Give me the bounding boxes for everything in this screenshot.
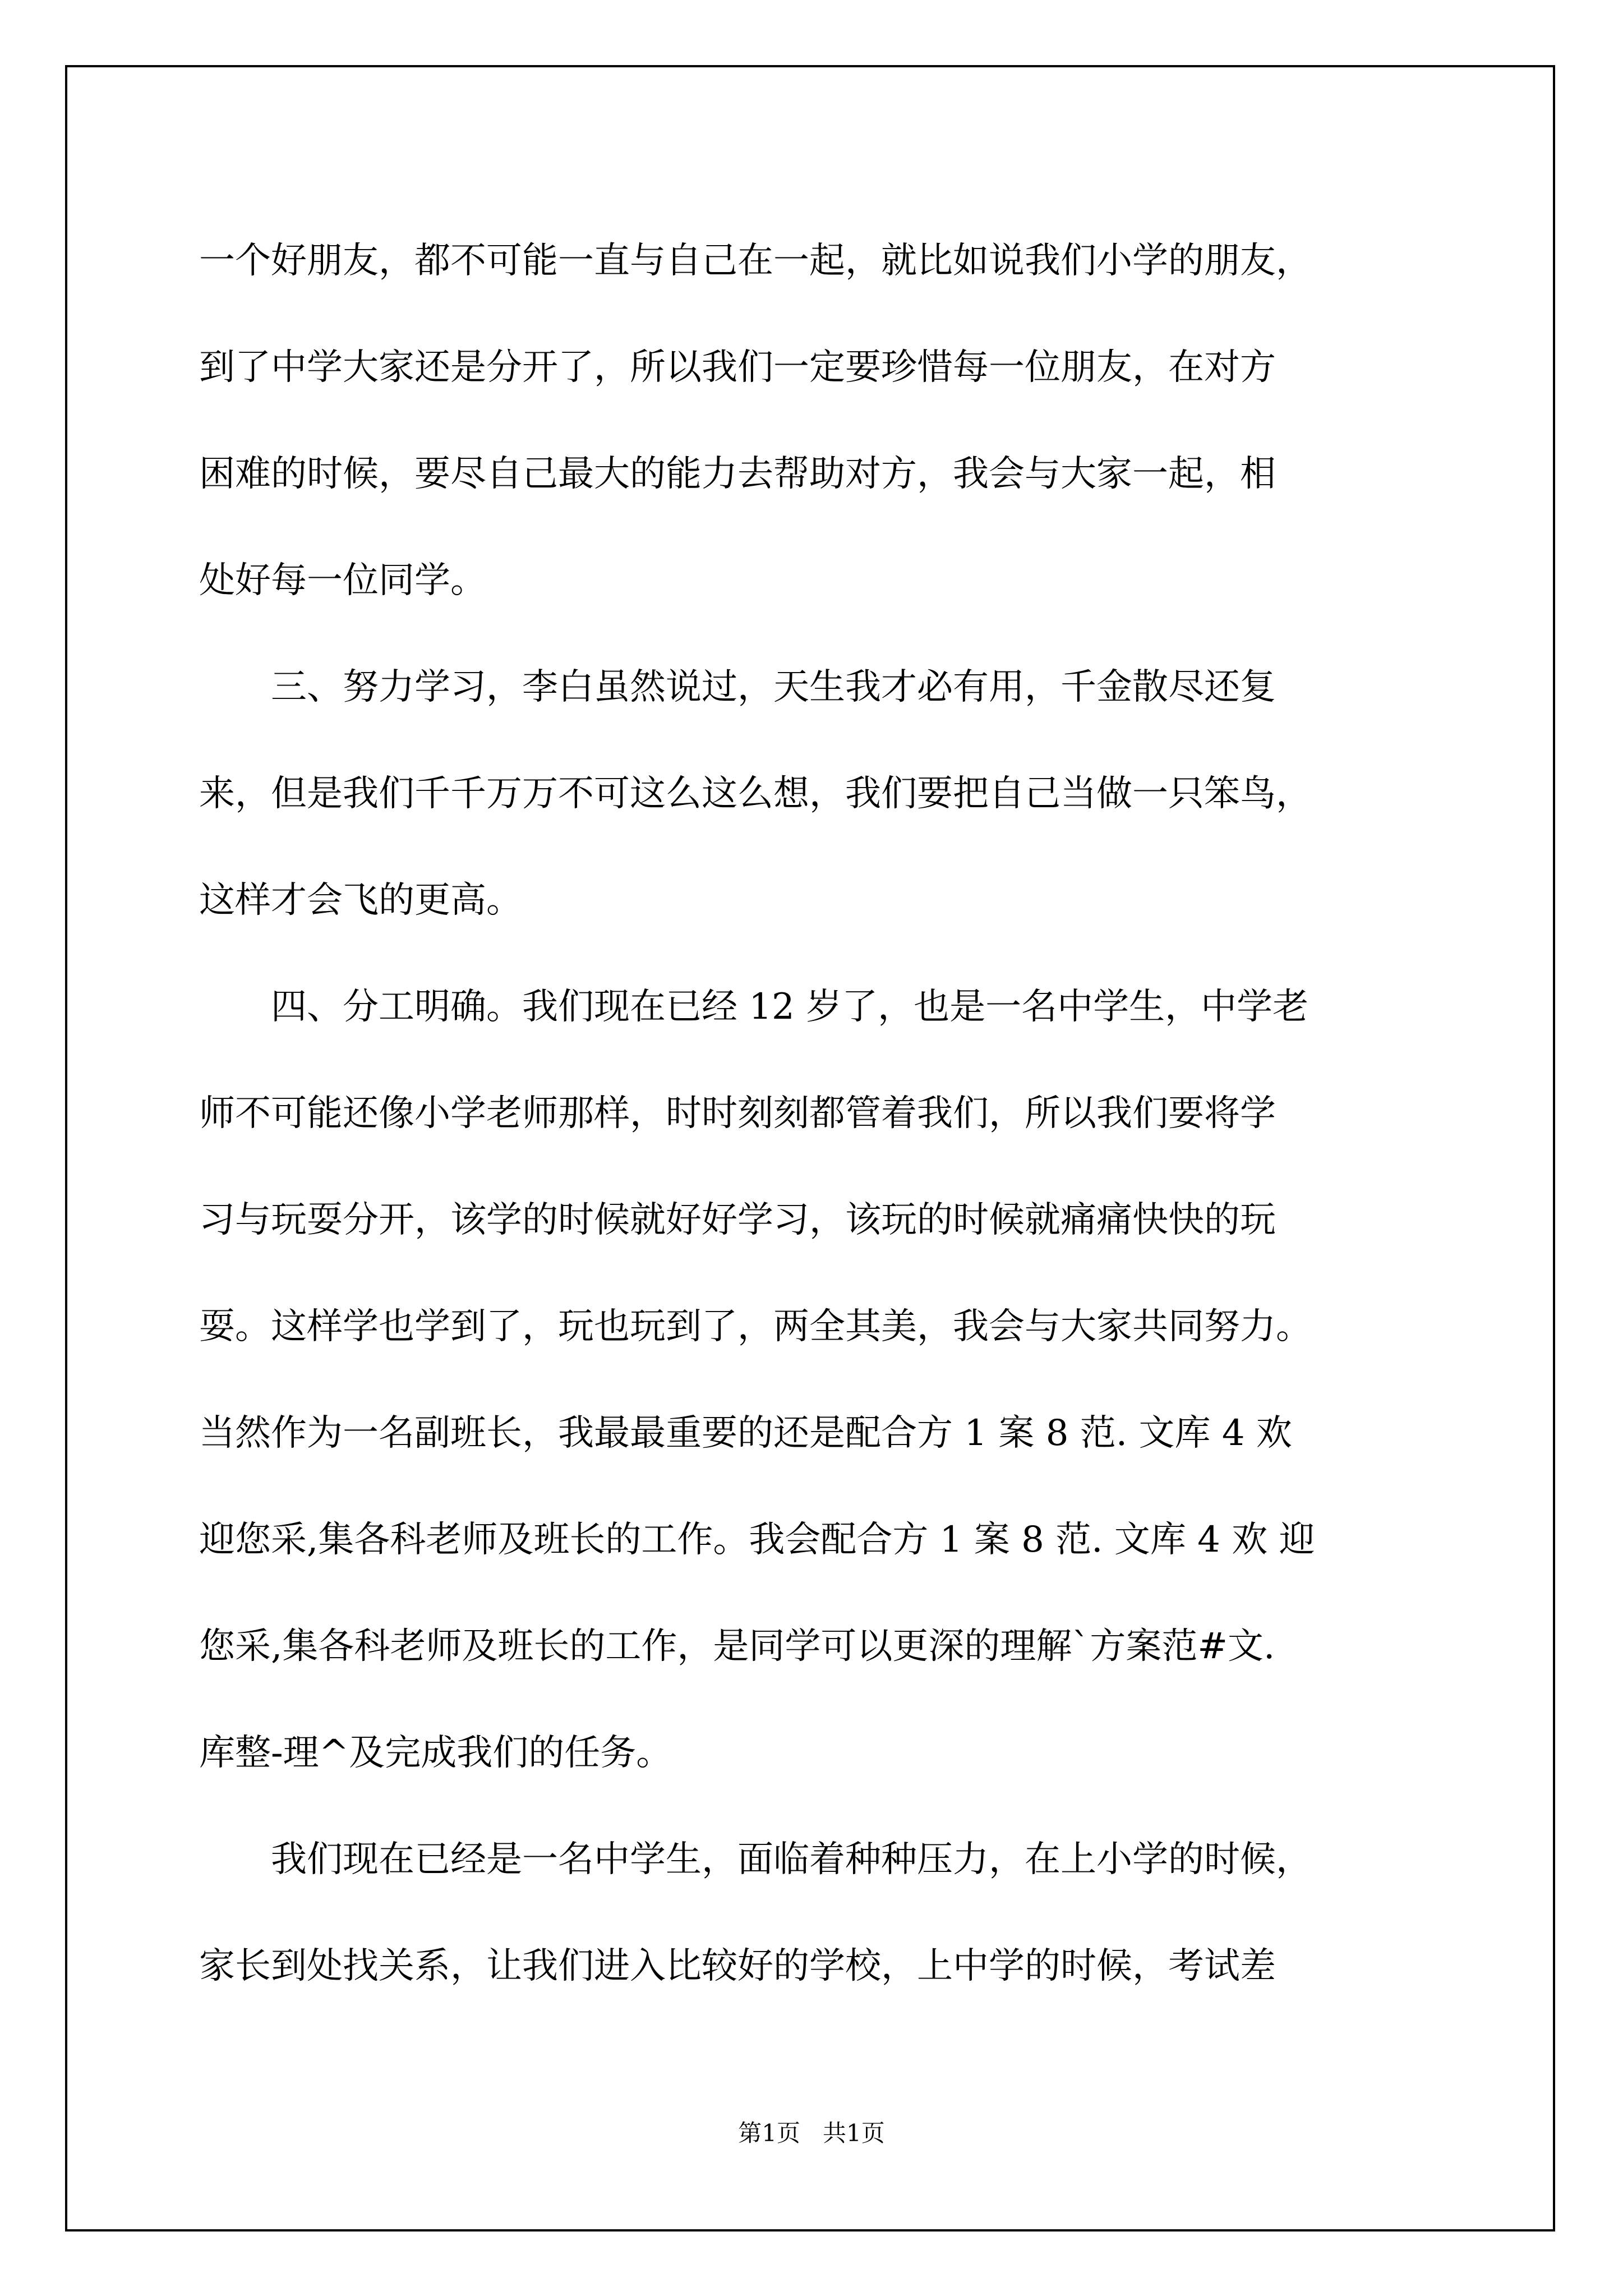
text-line: 这样才会飞的更高。 bbox=[199, 880, 522, 921]
text-line: 到了中学大家还是分开了，所以我们一定要珍惜每一位朋友，在对方 bbox=[199, 347, 1276, 388]
text-line: 我们现在已经是一名中学生，面临着种种压力，在上小学的时候， bbox=[199, 1839, 1312, 1880]
text-line: 家长到处找关系，让我们进入比较好的学校，上中学的时候，考试差 bbox=[199, 1945, 1276, 1987]
page-number-footer: 第1页 共1页 bbox=[738, 2119, 885, 2147]
text-line: 师不可能还像小学老师那样，时时刻刻都管着我们，所以我们要将学 bbox=[199, 1093, 1276, 1134]
text-line: 四、分工明确。我们现在已经 12 岁了，也是一名中学生，中学老 bbox=[199, 986, 1309, 1028]
text-line: 库整-理^及完成我们的任务。 bbox=[199, 1732, 672, 1774]
text-line: 困难的时候，要尽自己最大的能力去帮助对方，我会与大家一起，相 bbox=[199, 453, 1276, 495]
text-line: 耍。这样学也学到了，玩也玩到了，两全其美，我会与大家共同努力。 bbox=[199, 1306, 1312, 1347]
text-line: 三、努力学习，李白虽然说过，天生我才必有用，千金散尽还复 bbox=[199, 666, 1276, 708]
text-line: 您采,集各科老师及班长的工作，是同学可以更深的理解`方案范#文. bbox=[199, 1626, 1275, 1667]
text-line: 一个好朋友，都不可能一直与自己在一起，就比如说我们小学的朋友， bbox=[199, 240, 1312, 282]
text-line: 迎您采,集各科老师及班长的工作。我会配合方 1 案 8 范. 文库 4 欢 迎 bbox=[199, 1519, 1315, 1561]
text-line: 处好每一位同学。 bbox=[199, 560, 486, 601]
text-line: 当然作为一名副班长，我最最重要的还是配合方 1 案 8 范. 文库 4 欢 bbox=[199, 1412, 1292, 1454]
text-line: 来，但是我们千千万万不可这么这么想，我们要把自己当做一只笨鸟， bbox=[199, 773, 1312, 815]
text-line: 习与玩耍分开，该学的时候就好好学习，该玩的时候就痛痛快快的玩 bbox=[199, 1199, 1276, 1241]
document-body bbox=[199, 208, 1450, 2019]
